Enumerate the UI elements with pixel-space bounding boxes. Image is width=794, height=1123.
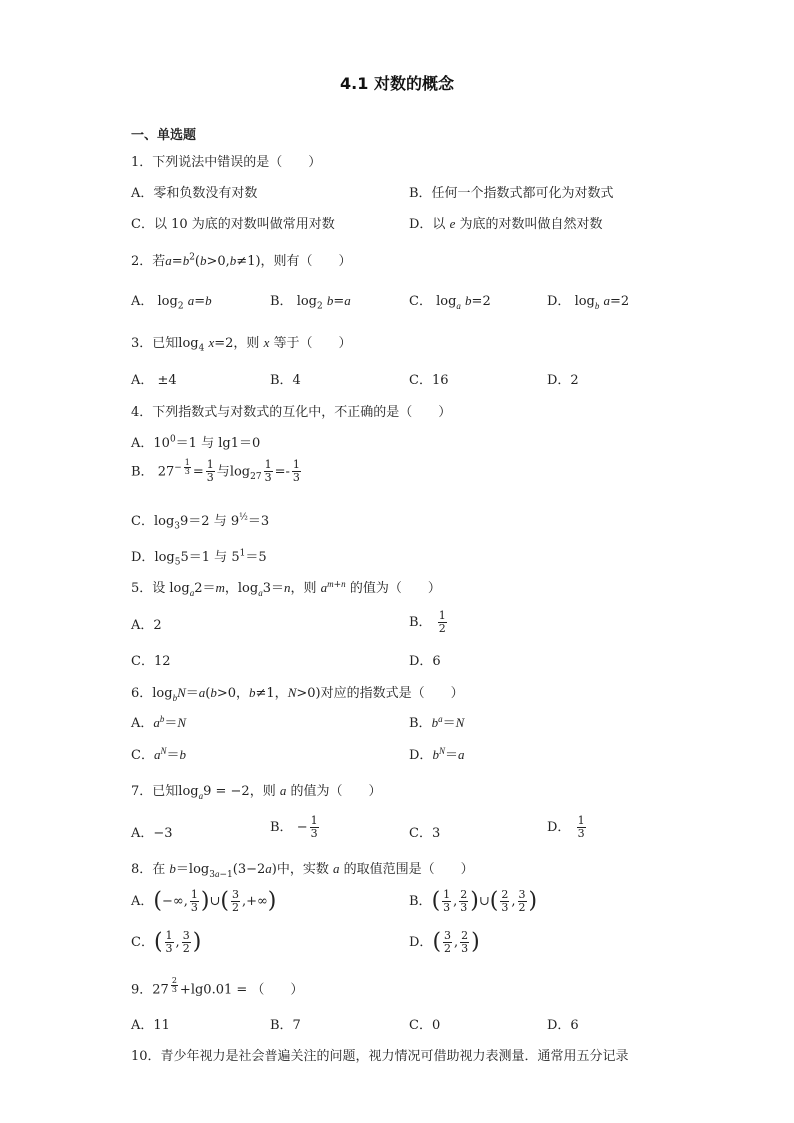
q9-option-a: A．11 [131, 1018, 170, 1033]
q1-option-a: A．零和负数没有对数 [131, 186, 258, 201]
q7-option-d: D． $\frac{1}{3}$ [547, 814, 585, 840]
page-title: 4.1 对数的概念 [340, 74, 454, 93]
q2-option-c: C． $\log_a b=2$ [409, 293, 491, 311]
question-5-stem: 5．设 $\log_a2=m$，$\log_a3=n$，则 $a^{m+n}$ 的值为（ ） [131, 578, 441, 598]
q8-option-b: B．( $\frac{1}{3}$ , $\frac{2}{3}$ )∪( $\frac{2}{3}$ , $\frac{3}{2}$ ) [409, 888, 538, 914]
q6-option-c: C．$a^N=b$ [131, 745, 186, 763]
question-1-stem: 1．下列说法中错误的是（ ） [131, 155, 322, 170]
question-8-stem: 8．在 $b=\log_{3a-1}(3-2a)$中，实数 a 的取值范围是（ ） [131, 861, 474, 880]
question-10-stem: 10．青少年视力是社会普遍关注的问题，视力情况可借助视力表测量．通常用五分记录 [131, 1049, 629, 1064]
q7-option-c: C．3 [409, 826, 441, 841]
q4-option-b: B． $27^{- \frac{1}{3}}$ = $\frac{1}{3}$ 与$\log_{27}$ $\frac{1}{3}$ =- $\frac{1}{3}$ [131, 458, 300, 485]
question-2-stem: 2．若$a=b^2(b>0,b\ne 1)$，则有（ ） [131, 252, 352, 269]
section-heading: 一、单选题 [131, 128, 197, 143]
q9-option-c: C．0 [409, 1018, 441, 1033]
q5-option-c: C．12 [131, 654, 171, 669]
q6-option-a: A．$a^b=N$ [131, 713, 187, 731]
q1-option-c: C．以 10 为底的对数叫做常用对数 [131, 217, 335, 232]
q4-option-d: D．$\log_55=1$ 与 $5^1=5$ [131, 548, 267, 568]
q9-option-b: B．7 [270, 1018, 301, 1033]
q5-option-d: D．6 [409, 654, 441, 669]
q8-option-d: D．( $\frac{3}{2}$ , $\frac{2}{3}$ ) [409, 929, 480, 955]
q4-option-c: C．$\log_39=2$ 与 $9^{\frac{1}{2}}=3$ [131, 512, 270, 532]
q8-option-c: C．( $\frac{1}{3}$ , $\frac{3}{2}$ ) [131, 929, 202, 955]
q8-option-a: A．(−∞, $\frac{1}{3}$ )∪( $\frac{3}{2}$ ,+∞) [131, 888, 277, 914]
q2-option-d: D． $\log_b a=2$ [547, 293, 630, 311]
question-9-stem: 9．27 $^{\frac{2}{3}}$ +lg0.01 = （ ） [131, 976, 304, 998]
q9-option-d: D．6 [547, 1018, 579, 1033]
question-4-stem: 4．下列指数式与对数式的互化中，不正确的是（ ） [131, 405, 452, 420]
question-7-stem: 7．已知$\log_a9 = -2$，则 a 的值为（ ） [131, 783, 382, 801]
question-6-stem: 6．$\log_bN=a(b>0$，b≠1，N>0)对应的指数式是（ ） [131, 685, 464, 703]
q7-option-a: A．−3 [131, 826, 173, 841]
q3-option-a: A． ±4 [131, 373, 177, 388]
q6-option-d: D．$b^N=a$ [409, 745, 465, 763]
q3-option-d: D．2 [547, 373, 579, 388]
q2-option-b: B． $\log_2 b=a$ [270, 293, 351, 312]
q5-option-a: A．2 [131, 618, 162, 633]
q4-option-a: A．$10^0=1$ 与 lg1＝0 [131, 434, 261, 451]
q2-option-a: A． $\log_2 a=b$ [131, 293, 212, 312]
q1-option-d: D．以 e 为底的对数叫做自然对数 [409, 216, 603, 232]
q7-option-b: B． − $\frac{1}{3}$ [270, 814, 318, 840]
q1-option-b: B．任何一个指数式都可化为对数式 [409, 186, 614, 201]
q6-option-b: B．$b^a=N$ [409, 713, 465, 731]
question-3-stem: 3．已知$\log_4 x=2$，则 x 等于（ ） [131, 335, 352, 354]
q3-option-b: B．4 [270, 373, 301, 388]
q5-option-b: B． $\frac{1}{2}$ [409, 609, 446, 635]
q3-option-c: C．16 [409, 373, 449, 388]
